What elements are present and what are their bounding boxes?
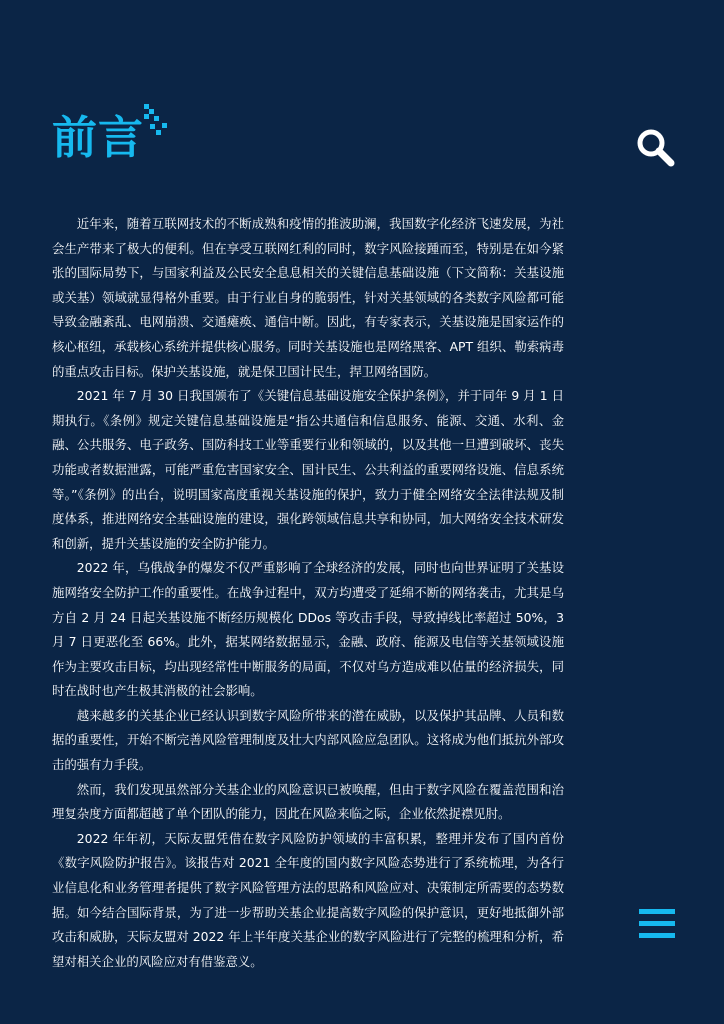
paragraph: 2022 年，乌俄战争的爆发不仅严重影响了全球经济的发展，同时也向世界证明了关基设施网络安全防护工作的重要性。在战争过程中，双方均遭受了延绵不断的网络袭击，尤其是乌方自 2 月 24 日起关基设施不断经历规模化 DDos 等攻击手段，导致掉线比率超过 50%，3 月 7 日更恶化至 66%。此外，据某网络数据显示，金融、政府、能源及电信等关基领域设施作为主要攻击目标，均出现经常性中断服务的局面，不仅对乌方造成难以估量的经济损失，同时在战时也产生极其消极的社会影响。	[52, 560, 564, 699]
page-title: 前言	[52, 111, 145, 164]
paragraph: 2022 年年初，天际友盟凭借在数字风险防护领域的丰富积累，整理并发布了国内首份《数字风险防护报告》。该报告对 2021 全年度的国内数字风险态势进行了系统梳理，为各行业信息化和业务管理者提供了数字风险管理方法的思路和风险应对、决策制定所需要的态势数据。如今结合国际背景，为了进一步帮助关基企业提高数字风险的保护意识，更好地抵御外部攻击和威胁，天际友盟对 2022 年上半年度关基企业的数字风险进行了完整的梳理和分析，希望对相关企业的风险应对有借鉴意义。	[52, 830, 564, 969]
preface-body	[52, 212, 564, 974]
paragraph: 越来越多的关基企业已经认识到数字风险所带来的潜在威胁，以及保护其品牌、人员和数据的重要性，开始不断完善风险管理制度及壮大内部风险应急团队。这将成为他们抵抗外部攻击的强有力手段。	[52, 707, 564, 773]
paragraph: 近年来，随着互联网技术的不断成熟和疫情的推波助澜，我国数字化经济飞速发展，为社会生产带来了极大的便利。但在享受互联网红利的同时，数字风险接踵而至，特别是在如今紧张的国际局势下，与国家利益及公民安全息息相关的关键信息基础设施（下文简称：关基设施或关基）领域就显得格外重要。由于行业自身的脆弱性，针对关基领域的各类数字风险都可能导致金融紊乱、电网崩溃、交通瘫痪、通信中断。因此，有专家表示，关基设施是国家运作的核心枢纽，承载核心系统并提供核心服务。同时关基设施也是网络黑客、APT 组织、勒索病毒的重点攻击目标。保护关基设施，就是保卫国计民生，捍卫网络国防。	[52, 216, 564, 379]
menu-button[interactable]	[639, 908, 675, 940]
hamburger-menu-icon	[639, 908, 675, 940]
title-block	[52, 110, 144, 170]
paragraph: 然而，我们发现虽然部分关基企业的风险意识已被唤醒，但由于数字风险在覆盖范围和治理复杂度方面都超越了单个团队的能力，因此在风险来临之际，企业依然捉襟见肘。	[52, 781, 564, 822]
search-button[interactable]	[636, 128, 676, 168]
paragraph: 2021 年 7 月 30 日我国颁布了《关键信息基础设施安全保护条例》，并于同年 9 月 1 日期执行。《条例》规定关键信息基础设施是“指公共通信和信息服务、能源、交通、水利、金融、公共服务、电子政务、国防科技工业等重要行业和领域的，以及其他一旦遭到破坏、丧失功能或者数据泄露，可能严重危害国家安全、国计民生、公共利益的重要网络设施、信息系统等。”《条例》的出台，说明国家高度重视关基设施的保护，致力于健全网络安全法律法规及制度体系，推进网络安全基础设施的建设，强化跨领域信息共享和协同，加大网络安全技术研发和创新，提升关基设施的安全防护能力。	[52, 388, 564, 551]
pixel-decoration-icon	[144, 104, 170, 136]
search-icon	[636, 128, 676, 168]
